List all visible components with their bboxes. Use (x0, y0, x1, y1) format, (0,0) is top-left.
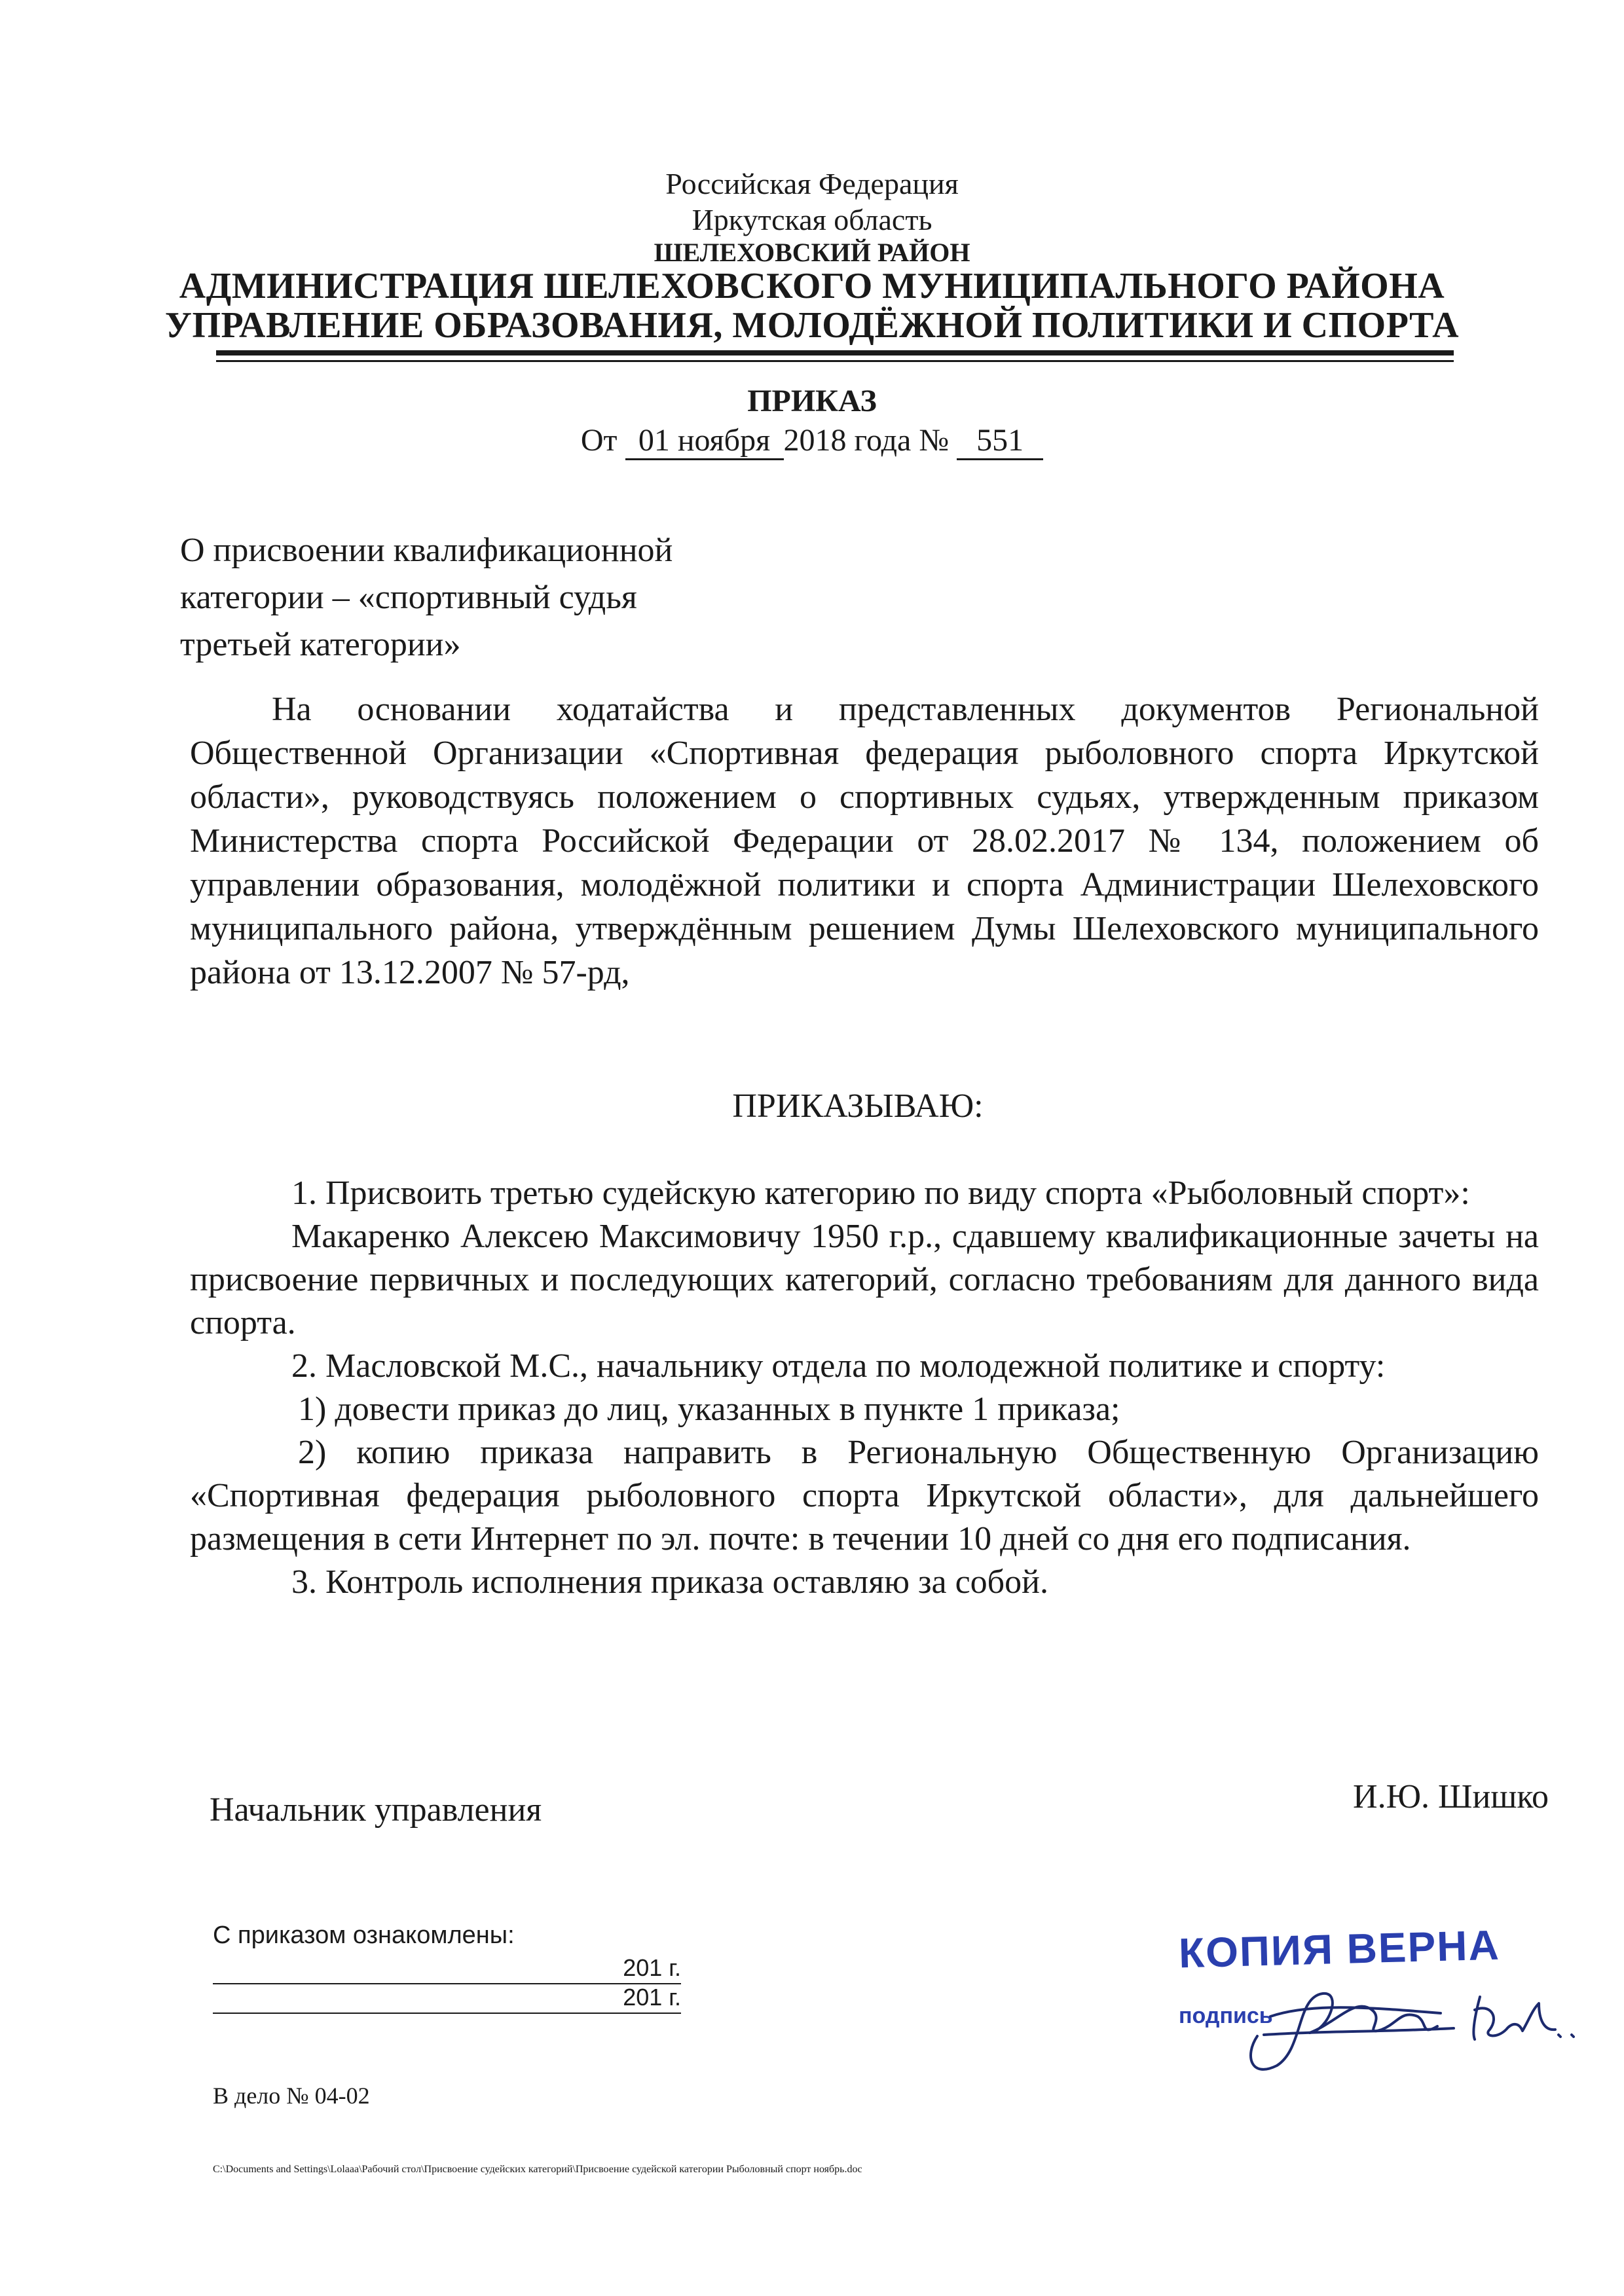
stamp-title: КОПИЯ ВЕРНА (1178, 1921, 1501, 1977)
order-from-label: От (580, 423, 618, 458)
acquainted-line-2 (213, 1984, 681, 2014)
subject-line-3: третьей категории» (180, 626, 461, 663)
subject-line-1: О присвоении квалификационной (180, 532, 673, 569)
preamble-text: На основании ходатайства и представленных документов Региональной Общественной Организации «Спортивная федерация рыболовного спорта Иркутской области», руководствуясь положением о спортивных судьях, утвержденным приказом Министерства спорта Российской Федерации от 28.02.2017 № 134, положением об управлении образования, молодёжной политики и спорта Администрации Шелеховского муниципального района, утверждённым решением Думы Шелеховского муниципального района от 13.12.2007 № 57-рд, (190, 691, 1539, 991)
handwritten-signature-icon (1231, 1958, 1598, 2082)
header-department: УПРАВЛЕНИЕ ОБРАЗОВАНИЯ, МОЛОДЁЖНОЙ ПОЛИТИКИ И СПОРТА (164, 305, 1460, 346)
acquainted-line-1 (213, 1954, 681, 1984)
acquainted-label: С приказом ознакомлены: (213, 1922, 515, 1949)
order-dateline (0, 422, 1624, 460)
order-subject (180, 527, 769, 668)
item-3: 3. Контроль исполнения приказа оставляю за собой. (291, 1563, 1048, 1601)
acquainted-line-1-year: 201 г. (623, 1954, 681, 1981)
header-region: Иркутская область (692, 203, 932, 236)
signature-name: И.Ю. Шишко (1353, 1778, 1549, 1815)
header-country: Российская Федерация (665, 167, 959, 200)
order-items (190, 1172, 1539, 1604)
item-2-2: 2) копию приказа направить в Региональную Общественную Организацию «Спортивная федерация рыболовного спорта Иркутской области», для дальнейшего размещения в сети Интернет по эл. почте: в течении 10 дней со дня его подписания. (190, 1434, 1539, 1558)
order-year-text: 2018 года № (783, 423, 950, 458)
file-path: C:\Documents and Settings\Lolaaa\Рабочий стол\Присвоение судейских категорий\Присвоение судейской категории Рыболовный спорт ноябрь.doc (213, 2164, 862, 2175)
header-administration: АДМИНИСТРАЦИЯ ШЕЛЕХОВСКОГО МУНИЦИПАЛЬНОГО РАЙОНА (179, 266, 1445, 306)
header-rule-thick (216, 350, 1454, 355)
acquainted-line-2-year: 201 г. (623, 1984, 681, 2011)
stamp-signature-label: подпись (1179, 2003, 1273, 2028)
item-1-person: Макаренко Алексею Максимовичу 1950 г.р., сдавшему квалификационные зачеты на присвоение первичных и последующих категорий, согласно требованиям для данного вида спорта. (190, 1218, 1539, 1341)
order-date: 01 ноября (625, 423, 784, 460)
preamble (190, 687, 1539, 994)
item-1: 1. Присвоить третью судейскую категорию по виду спорта «Рыболовный спорт»: (291, 1175, 1470, 1212)
header-rule-thin (216, 360, 1454, 362)
item-2-1: 1) довести приказ до лиц, указанных в пункте 1 приказа; (298, 1391, 1120, 1428)
subject-line-2: категории – «спортивный судья (180, 579, 637, 616)
order-command: ПРИКАЗЫВАЮ: (732, 1087, 984, 1125)
file-reference: В дело № 04-02 (213, 2083, 370, 2109)
order-title: ПРИКАЗ (747, 384, 877, 418)
header-district: ШЕЛЕХОВСКИЙ РАЙОН (654, 238, 970, 267)
order-number: 551 (957, 423, 1043, 460)
signature-position: Начальник управления (210, 1791, 542, 1829)
item-2: 2. Масловской М.С., начальнику отдела по молодежной политике и спорту: (291, 1347, 1386, 1385)
